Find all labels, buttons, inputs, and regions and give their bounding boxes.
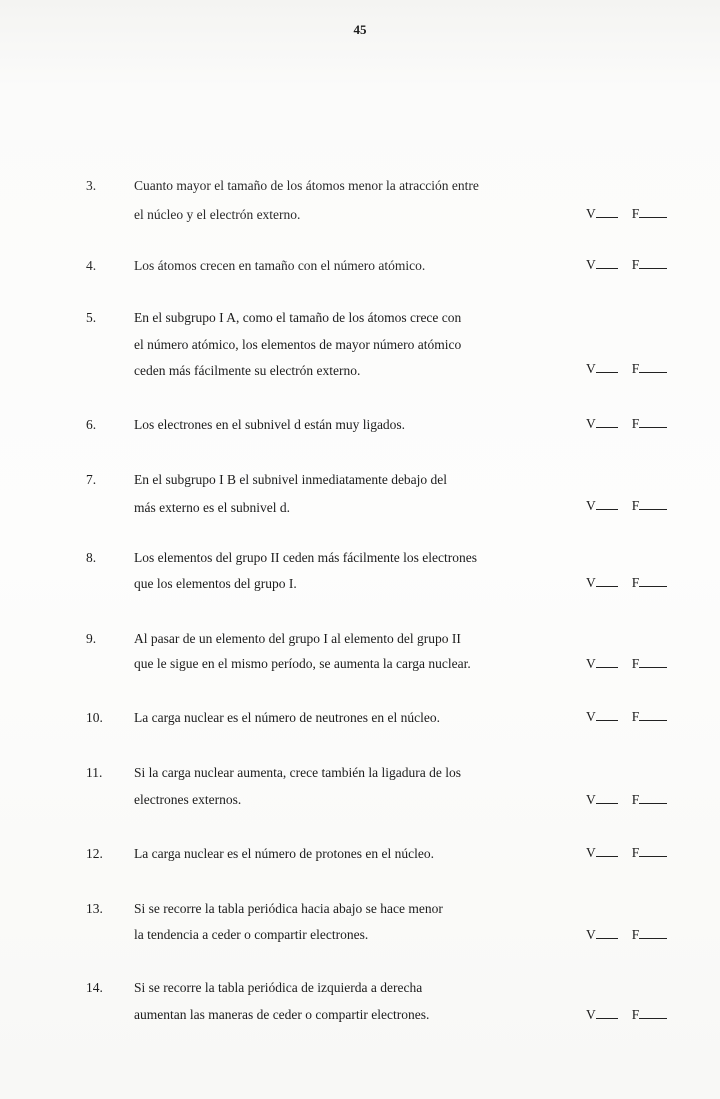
false-answer-blank[interactable]	[639, 791, 667, 804]
false-label: F	[631, 361, 640, 376]
false-answer-blank[interactable]	[639, 205, 667, 218]
true-label: V	[586, 498, 596, 513]
false-answer-blank[interactable]	[639, 708, 667, 721]
question-number: 9.	[86, 631, 97, 646]
true-false-answer[interactable]	[586, 205, 667, 222]
question-number: 14.	[86, 980, 103, 995]
false-label: F	[631, 498, 640, 513]
question-text-line: más externo es el subnivel d.	[134, 500, 290, 515]
question-text-line: Si la carga nuclear aumenta, crece también la ligadura de los	[134, 765, 461, 780]
page-number: 45	[353, 22, 367, 37]
true-answer-blank[interactable]	[596, 791, 618, 804]
question-text-line: En el subgrupo I A, como el tamaño de los átomos crece con	[134, 310, 462, 325]
true-false-answer[interactable]	[586, 574, 667, 591]
true-false-answer[interactable]	[586, 497, 667, 514]
true-label: V	[586, 416, 596, 431]
true-answer-blank[interactable]	[596, 360, 618, 373]
true-false-answer[interactable]	[586, 926, 667, 943]
question-number: 13.	[86, 901, 103, 916]
question-number: 12.	[86, 846, 103, 861]
true-label: V	[586, 845, 596, 860]
true-answer-blank[interactable]	[596, 655, 618, 668]
false-answer-blank[interactable]	[639, 926, 667, 939]
true-false-answer[interactable]	[586, 360, 667, 377]
question-text-line: el núcleo y el electrón externo.	[134, 207, 301, 222]
false-answer-blank[interactable]	[639, 415, 667, 428]
question-text-line: Si se recorre la tabla periódica de izquierda a derecha	[134, 980, 423, 995]
true-label: V	[586, 1007, 596, 1022]
question-text-line: Los elementos del grupo II ceden más fácilmente los electrones	[134, 550, 477, 565]
false-answer-blank[interactable]	[639, 497, 667, 510]
true-label: V	[586, 709, 596, 724]
question-text-line: Al pasar de un elemento del grupo I al elemento del grupo II	[134, 631, 461, 646]
true-false-answer[interactable]	[586, 844, 667, 861]
question-text-line: En el subgrupo I B el subnivel inmediatamente debajo del	[134, 472, 448, 487]
question-number: 11.	[86, 765, 103, 780]
question-number: 5.	[86, 310, 97, 325]
question-text-line: el número atómico, los elementos de mayor número atómico	[134, 337, 462, 352]
false-answer-blank[interactable]	[639, 1006, 667, 1019]
question-text-line: Cuanto mayor el tamaño de los átomos menor la atracción entre	[134, 178, 479, 193]
question-number: 4.	[86, 258, 97, 273]
true-answer-blank[interactable]	[596, 415, 618, 428]
true-label: V	[586, 927, 596, 942]
false-label: F	[631, 792, 640, 807]
true-false-answer[interactable]	[586, 256, 667, 273]
false-label: F	[631, 656, 640, 671]
question-number: 7.	[86, 472, 97, 487]
true-false-answer[interactable]	[586, 1006, 667, 1023]
true-answer-blank[interactable]	[596, 844, 618, 857]
true-answer-blank[interactable]	[596, 205, 618, 218]
true-label: V	[586, 257, 596, 272]
false-label: F	[631, 416, 640, 431]
question-text-line: electrones externos.	[134, 792, 242, 807]
true-false-answer[interactable]	[586, 708, 667, 725]
true-false-answer[interactable]	[586, 791, 667, 808]
question-text-line: que le sigue en el mismo período, se aumenta la carga nuclear.	[134, 656, 471, 671]
true-label: V	[586, 792, 596, 807]
false-answer-blank[interactable]	[639, 256, 667, 269]
true-answer-blank[interactable]	[596, 497, 618, 510]
false-answer-blank[interactable]	[639, 655, 667, 668]
false-label: F	[631, 575, 640, 590]
question-text-line: La carga nuclear es el número de protones en el núcleo.	[134, 846, 434, 861]
question-text-line: Si se recorre la tabla periódica hacia abajo se hace menor	[134, 901, 443, 916]
false-label: F	[631, 257, 640, 272]
question-text-line: aumentan las maneras de ceder o compartir electrones.	[134, 1007, 430, 1022]
false-label: F	[631, 845, 640, 860]
question-number: 8.	[86, 550, 97, 565]
false-answer-blank[interactable]	[639, 844, 667, 857]
false-label: F	[631, 206, 640, 221]
question-number: 6.	[86, 417, 97, 432]
question-text-line: Los electrones en el subnivel d están muy ligados.	[134, 417, 406, 432]
true-label: V	[586, 656, 596, 671]
true-answer-blank[interactable]	[596, 926, 618, 939]
question-text-line: ceden más fácilmente su electrón externo.	[134, 363, 361, 378]
true-false-answer[interactable]	[586, 655, 667, 672]
false-label: F	[631, 1007, 640, 1022]
true-answer-blank[interactable]	[596, 574, 618, 587]
true-answer-blank[interactable]	[596, 256, 618, 269]
false-answer-blank[interactable]	[639, 360, 667, 373]
false-label: F	[631, 927, 640, 942]
true-answer-blank[interactable]	[596, 708, 618, 721]
false-answer-blank[interactable]	[639, 574, 667, 587]
question-text-line: que los elementos del grupo I.	[134, 576, 297, 591]
question-number: 10.	[86, 710, 103, 725]
question-text-line: la tendencia a ceder o compartir electrones.	[134, 927, 369, 942]
true-label: V	[586, 575, 596, 590]
question-number: 3.	[86, 178, 97, 193]
true-answer-blank[interactable]	[596, 1006, 618, 1019]
question-text-line: Los átomos crecen en tamaño con el número atómico.	[134, 258, 426, 273]
true-false-answer[interactable]	[586, 415, 667, 432]
true-label: V	[586, 361, 596, 376]
question-text-line: La carga nuclear es el número de neutrones en el núcleo.	[134, 710, 440, 725]
true-label: V	[586, 206, 596, 221]
false-label: F	[631, 709, 640, 724]
